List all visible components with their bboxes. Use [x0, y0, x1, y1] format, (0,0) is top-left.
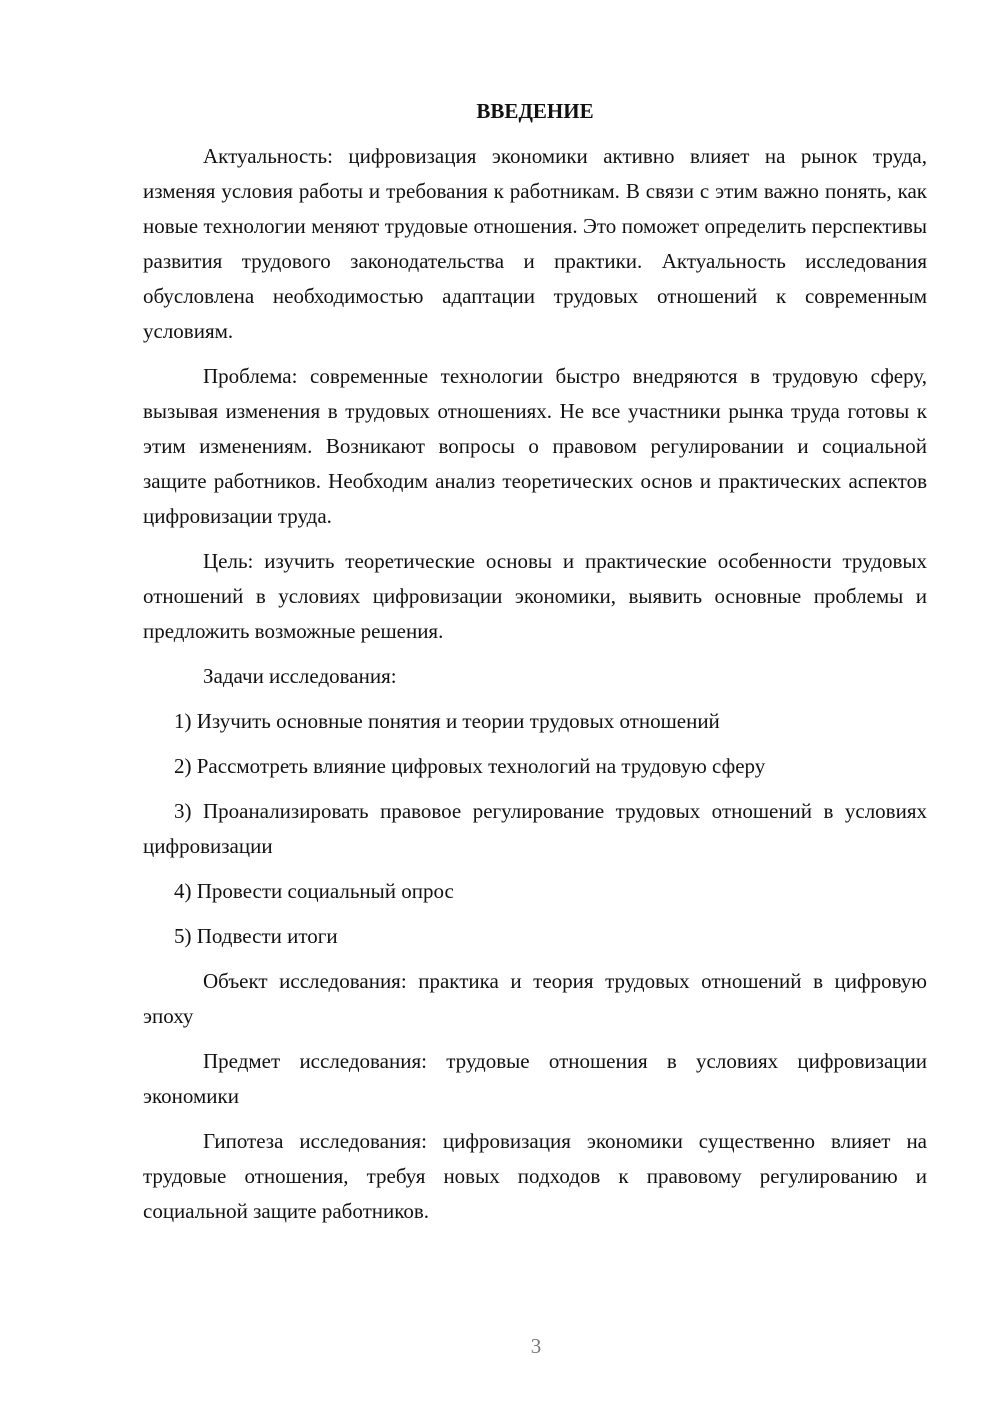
- page-title: ВВЕДЕНИЕ: [476, 99, 594, 123]
- list-item: 4) Провести социальный опрос: [174, 879, 454, 903]
- paragraph-problem: Проблема: современные технологии быстро внедряются в трудовую сферу, вызывая изменения в трудовых отношениях. Не все участники рынка труда готовы к этим изменениям. Возникают вопросы о правовом регулировании и социальной защите работников. Необходим анализ теоретических основ и практических аспектов цифровизации труда.: [143, 364, 927, 528]
- paragraph-object: Объект исследования: практика и теория трудовых отношений в цифровую эпоху: [143, 969, 927, 1028]
- page-number: 3: [530, 1334, 542, 1358]
- tasks-heading: Задачи исследования:: [203, 664, 397, 688]
- page-content: [143, 98, 927, 1239]
- list-item: 5) Подвести итоги: [174, 924, 338, 948]
- list-item: 3) Проанализировать правовое регулирование трудовых отношений в условиях цифровизации: [143, 799, 927, 858]
- paragraph-relevance: Актуальность: цифровизация экономики активно влияет на рынок труда, изменяя условия работы и требования к работникам. В связи с этим важно понять, как новые технологии меняют трудовые отношения. Это поможет определить перспективы развития трудового законодательства и практики. Актуальность исследования обусловлена необходимостью адаптации трудовых отношений к современным условиям.: [143, 144, 927, 343]
- list-item: 1) Изучить основные понятия и теории трудовых отношений: [174, 709, 720, 733]
- list-item: 2) Рассмотреть влияние цифровых технологий на трудовую сферу: [174, 754, 766, 778]
- paragraph-subject: Предмет исследования: трудовые отношения в условиях цифровизации экономики: [143, 1049, 927, 1108]
- paragraph-goal: Цель: изучить теоретические основы и практические особенности трудовых отношений в условиях цифровизации экономики, выявить основные проблемы и предложить возможные решения.: [143, 549, 927, 643]
- paragraph-hypothesis: Гипотеза исследования: цифровизация экономики существенно влияет на трудовые отношения, требуя новых подходов к правовому регулированию и социальной защите работников.: [143, 1129, 927, 1223]
- tasks-list: [143, 704, 927, 954]
